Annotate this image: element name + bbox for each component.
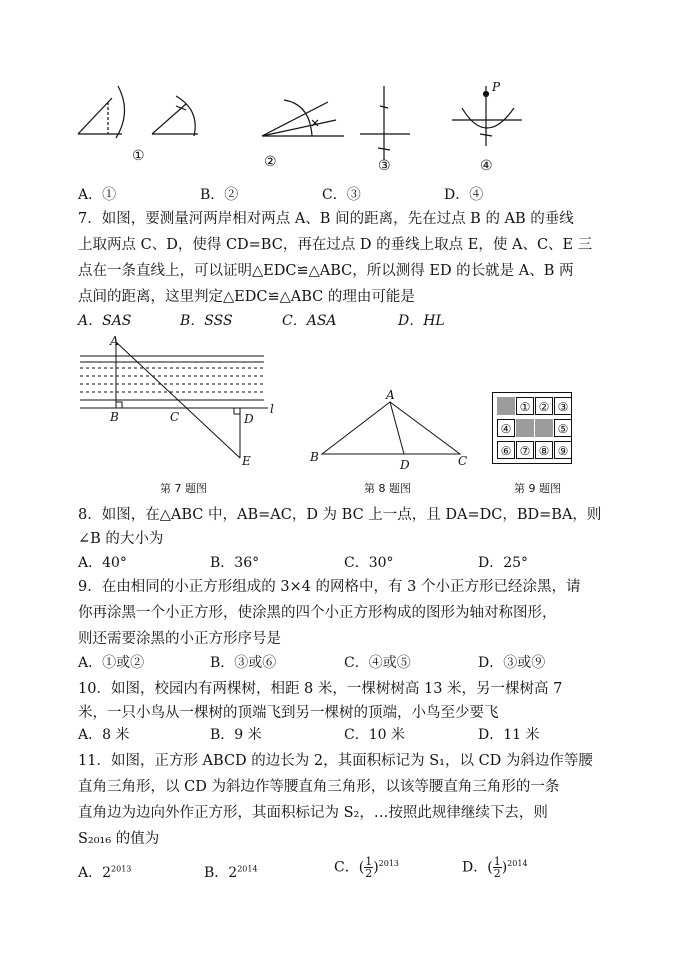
grid-cell[interactable]: [497, 397, 515, 415]
q9-line-1: 9．在由相同的小正方形组成的 3×4 的网格中，有 3 个小正方形已经涂黑，请: [78, 579, 581, 595]
q8-option-a[interactable]: A．40°: [78, 555, 127, 571]
q11-option-a[interactable]: [78, 862, 131, 882]
q6-option-a[interactable]: A．①: [78, 187, 117, 203]
q11-option-c[interactable]: C．( $\frac{1}{2}$ )$^{2013}$: [334, 855, 400, 880]
q7-line-4: 点间的距离，这里判定△EDC≌△ABC 的理由可能是: [78, 289, 415, 305]
grid-cell[interactable]: ④: [497, 419, 515, 437]
q8-option-b[interactable]: B．36°: [210, 555, 260, 571]
fig8-label-c: C: [458, 454, 468, 468]
q7-line-3: 点在一条直线上，可以证明△EDC≌△ABC，所以测得 ED 的长就是 A、B 两: [78, 263, 574, 279]
q11-option-b[interactable]: [204, 862, 258, 882]
q7-line-1: 7．如图，要测量河两岸相对两点 A、B 间的距离，先在过点 B 的 AB 的垂线: [78, 211, 574, 227]
q11-line-3: 直角边为边向外作正方形，其面积标记为 S₂，…按照此规律继续下去，则: [78, 805, 548, 821]
q9-option-d[interactable]: D．③或⑨: [478, 655, 546, 671]
q7-option-d[interactable]: D．HL: [398, 313, 445, 329]
q11-line-2: 直角三角形，以 CD 为斜边作等腰直角三角形，以该等腰直角三角形的一条: [78, 779, 560, 795]
q9-line-2: 你再涂黑一个小正方形，使涂黑的四个小正方形构成的图形为轴对称图形，: [78, 605, 557, 621]
figure-8: [300, 390, 480, 470]
q6-figure-3: [262, 100, 344, 136]
fig7-caption: 第 7 题图: [160, 482, 207, 495]
q11-option-c-prefix: C．: [334, 859, 359, 876]
q10-option-b[interactable]: B．9 米: [210, 727, 262, 743]
point-p-label: P: [492, 80, 501, 94]
q10-option-a[interactable]: A．8 米: [78, 727, 130, 743]
grid-cell[interactable]: [516, 419, 534, 437]
q6-fig-label-3: ③: [378, 158, 391, 174]
q11-option-c-fraction: $\frac{1}{2}$: [365, 855, 373, 880]
q9-option-a[interactable]: A．①或②: [78, 655, 145, 671]
grid-cell[interactable]: ⑥: [497, 441, 515, 459]
q9-line-3: 则还需要涂黑的小正方形序号是: [78, 631, 281, 647]
q11-option-b-exp: 2014: [237, 864, 258, 874]
fig8-label-d: D: [400, 458, 410, 472]
q8-line-1: 8．如图，在△ABC 中，AB=AC，D 为 BC 上一点，且 DA=DC，BD=BA，则: [78, 507, 602, 523]
q11-option-b-base: B．2: [204, 865, 238, 881]
q6-figure-4: [360, 86, 410, 160]
q9-option-b[interactable]: B．③或⑥: [210, 655, 277, 671]
q7-option-a[interactable]: A．SAS: [78, 313, 132, 329]
fig8-caption: 第 8 题图: [364, 482, 411, 495]
q11-option-a-exp: 2013: [111, 864, 132, 874]
q8-option-d[interactable]: D．25°: [478, 555, 529, 571]
q9-option-c[interactable]: C．④或⑤: [344, 655, 411, 671]
grid-cell[interactable]: [535, 419, 553, 437]
fig7-label-d: D: [244, 412, 254, 426]
grid-cell[interactable]: ⑨: [554, 441, 572, 459]
q6-fig-label-2: ②: [264, 154, 277, 170]
grid-cell[interactable]: ①: [516, 397, 534, 415]
grid-cell[interactable]: ⑤: [554, 419, 572, 437]
q10-line-2: 米，一只小鸟从一棵树的顶端飞到另一棵树的顶端，小鸟至少要飞: [78, 705, 499, 721]
fig7-label-e: E: [242, 454, 251, 468]
q11-line-4: S₂₀₁₆ 的值为: [78, 831, 160, 847]
q6-fig-label-4: ④: [480, 158, 493, 174]
fig9-caption: 第 9 题图: [514, 482, 561, 495]
grid-cell[interactable]: ⑧: [535, 441, 553, 459]
q7-line-2: 上取两点 C、D，使得 CD=BC，再在过点 D 的垂线上取点 E，使 A、C、E 三: [78, 237, 593, 253]
q10-option-c[interactable]: C．10 米: [344, 727, 405, 743]
figure-9-grid: [492, 392, 572, 464]
q11-option-c-exp: 2013: [378, 858, 400, 868]
q6-figures: [0, 70, 688, 180]
grid-cell[interactable]: ③: [554, 397, 572, 415]
q6-option-c[interactable]: C．③: [322, 187, 361, 203]
q6-figure-5: [452, 86, 522, 146]
fig7-label-c: C: [170, 410, 180, 424]
q11-option-d-exp: 2014: [507, 858, 528, 868]
q11-option-d-fraction: $\frac{1}{2}$: [493, 855, 501, 880]
q11-option-d[interactable]: D．( $\frac{1}{2}$ )$^{2014}$: [462, 855, 528, 880]
q8-line-2: ∠B 的大小为: [78, 531, 164, 547]
q7-option-c[interactable]: C．ASA: [282, 313, 337, 329]
fig8-label-b: B: [310, 450, 319, 464]
q10-line-1: 10．如图，校园内有两棵树，相距 8 米，一棵树树高 13 米，另一棵树高 7: [78, 681, 563, 697]
fig8-label-a: A: [386, 388, 395, 402]
q6-figure-2: [152, 96, 198, 136]
fig7-label-l: l: [270, 402, 274, 416]
fig7-label-a: A: [110, 334, 119, 348]
q6-figure-1: [78, 86, 125, 138]
q6-fig-label-1: ①: [132, 148, 145, 164]
q6-option-b[interactable]: B．②: [200, 187, 239, 203]
q6-option-d[interactable]: D．④: [444, 187, 484, 203]
q11-option-a-base: A．2: [78, 865, 112, 881]
fig7-label-b: B: [110, 410, 119, 424]
q8-option-c[interactable]: C．30°: [344, 555, 394, 571]
q10-option-d[interactable]: D．11 米: [478, 727, 540, 743]
q7-option-b[interactable]: B．SSS: [180, 313, 233, 329]
grid-cell[interactable]: ⑦: [516, 441, 534, 459]
q11-line-1: 11．如图，正方形 ABCD 的边长为 2，其面积标记为 S₁，以 CD 为斜边作等腰: [78, 753, 593, 769]
grid-cell[interactable]: ②: [535, 397, 553, 415]
q11-option-d-prefix: D．: [462, 859, 488, 876]
